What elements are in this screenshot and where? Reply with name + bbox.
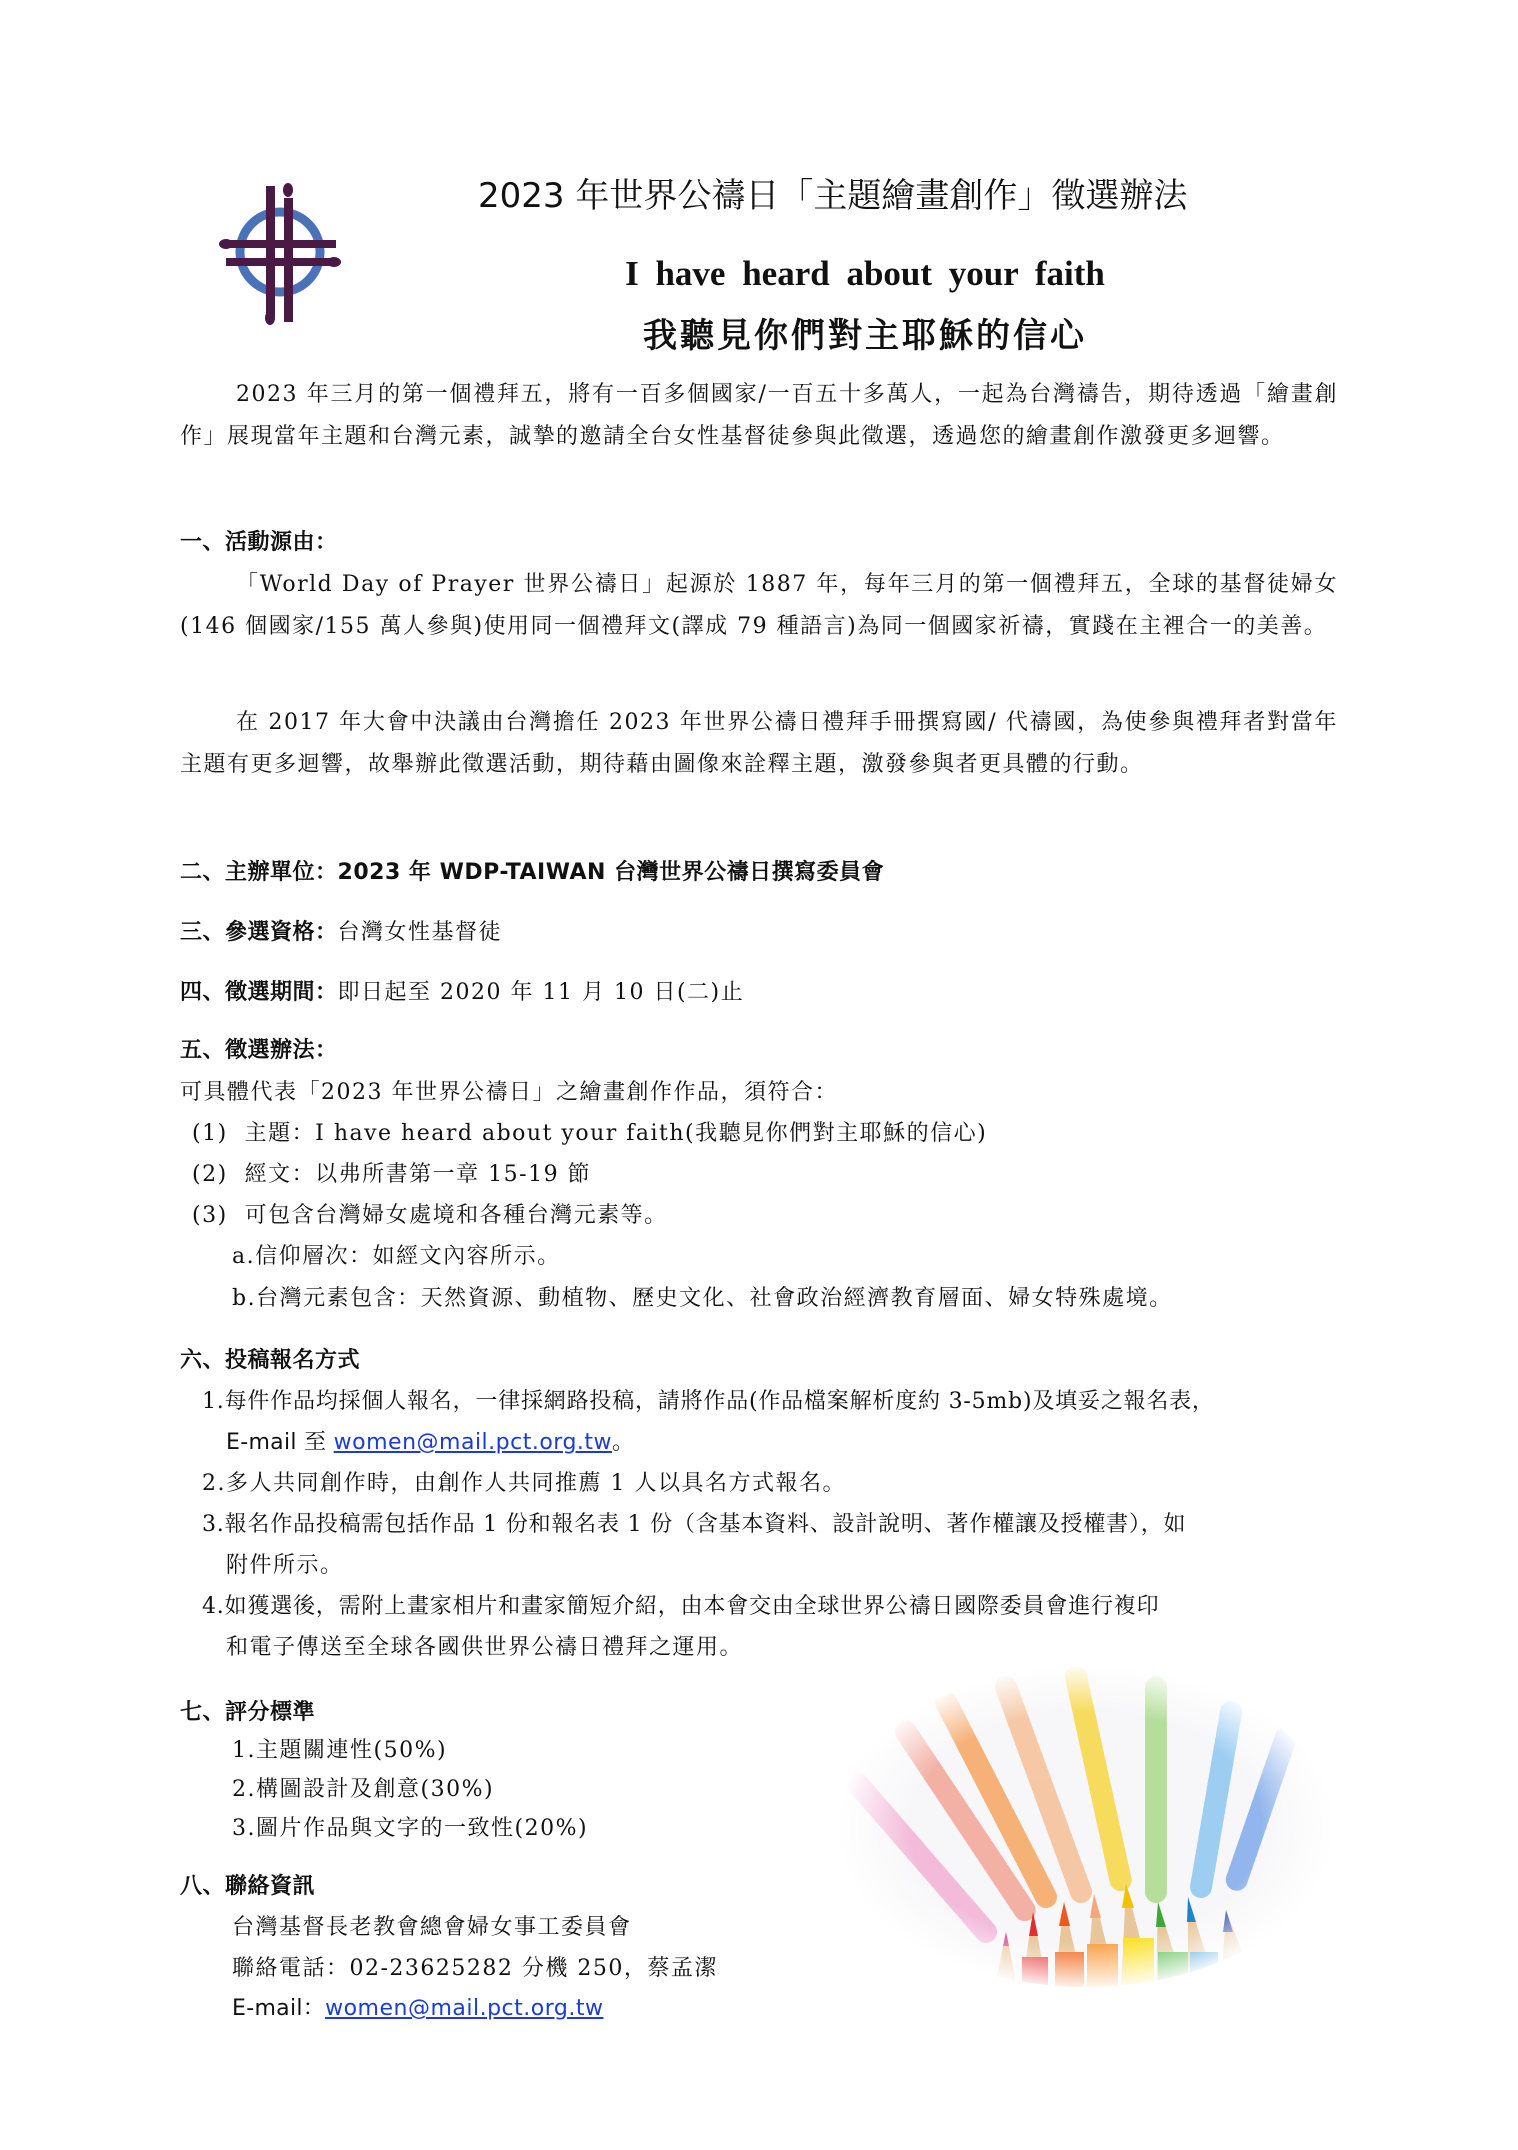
section4-period: [180, 972, 744, 1014]
criteria-item-2: 2.構圖設計及創意(30%): [232, 1777, 495, 1802]
section6-item-2: 2.多人共同創作時，由創作人共同推薦 1 人以具名方式報名。: [202, 1471, 846, 1496]
contact-email: [232, 1990, 603, 2028]
theme-english: I have heard about your faith: [625, 254, 1105, 293]
section5-subitem-b: b.台灣元素包含：天然資源、動植物、歷史文化、社會政治經濟教育層面、婦女特殊處境。: [232, 1286, 1173, 1311]
section3-value: 台灣女性基督徒: [337, 920, 503, 945]
section4-value: 即日起至 2020 年 11 月 10 日(二)止: [337, 980, 745, 1005]
section2-value: 2023 年 WDP-TAIWAN 台灣世界公禱日撰寫委員會: [337, 860, 885, 885]
submission-email-link[interactable]: women@mail.pct.org.tw: [333, 1430, 613, 1455]
section3-label: 三、參選資格：: [180, 920, 338, 945]
section6-email-suffix: 。: [612, 1430, 636, 1455]
section2-label: 二、主辦單位：: [180, 860, 338, 885]
section5-subitem-a: a.信仰層次：如經文內容所示。: [232, 1244, 561, 1269]
section7-heading: 七、評分標準: [180, 1700, 316, 1725]
section6-item-4-line2: 和電子傳送至全球各國供世界公禱日禮拜之運用。: [226, 1635, 744, 1660]
section6-item-4-line1: 4.如獲選後，需附上畫家相片和畫家簡短介紹，由本會交由全球世界公禱日國際委員會進行複印: [202, 1594, 1160, 1619]
section6-item-3-line2: 附件所示。: [226, 1553, 344, 1578]
section6-email-prefix: E-mail 至: [226, 1430, 334, 1455]
section6-item-3-line1: 3.報名作品投稿需包括作品 1 份和報名表 1 份（含基本資料、設計說明、著作權讓及授權書），如: [202, 1512, 1187, 1537]
section8-heading: 八、聯絡資訊: [180, 1874, 316, 1899]
section6-item-1-line1: 1.每件作品均採個人報名，一律採網路投稿，請將作品(作品檔案解析度約 3-5mb)及填妥之報名表，: [202, 1389, 1215, 1414]
section1-heading: 一、活動源由：: [180, 530, 338, 555]
section2-organizer: [180, 852, 884, 894]
section5-lead: 可具體代表「2023 年世界公禱日」之繪畫創作作品，須符合：: [180, 1080, 838, 1105]
intro-paragraph: 2023 年三月的第一個禮拜五，將有一百多個國家/一百五十多萬人，一起為台灣禱告，期待透過「繪畫創作」展現當年主題和台灣元素，誠摯的邀請全台女性基督徒參與此徵選，透過您的繪畫創作激發更多迴響。: [180, 382, 1338, 449]
section3-eligibility: [180, 912, 502, 954]
contact-email-link[interactable]: women@mail.pct.org.tw: [325, 1996, 604, 2021]
section1-paragraph2: 在 2017 年大會中決議由台灣擔任 2023 年世界公禱日禮拜手冊撰寫國/ 代禱國，為使參與禮拜者對當年主題有更多迴響，故舉辦此徵選活動，期待藉由圖像來詮釋主題，激發參與者更具體的行動。: [180, 710, 1338, 777]
theme-chinese: 我聽見你們對主耶穌的信心: [643, 316, 1087, 356]
contact-organization: 台灣基督長老教會總會婦女事工委員會: [232, 1915, 632, 1940]
contact-email-label: E-mail：: [232, 1996, 326, 2021]
colored-pencils-image: [836, 1652, 1336, 1992]
contact-phone: 聯絡電話：02-23625282 分機 250，蔡孟潔: [232, 1956, 718, 1981]
section6-heading: 六、投稿報名方式: [180, 1348, 361, 1373]
document-title: 2023 年世界公禱日「主題繪畫創作」徵選辦法: [478, 176, 1188, 216]
section4-label: 四、徵選期間：: [180, 980, 338, 1005]
criteria-item-1: 1.主題關連性(50%): [232, 1738, 448, 1763]
section1-paragraph1: 「World Day of Prayer 世界公禱日」起源於 1887 年，每年三月的第一個禮拜五，全球的基督徒婦女(146 個國家/155 萬人參與)使用同一個禮拜文(譯成 79 種語言)為同一個國家祈禱，實踐在主裡合一的美善。: [180, 572, 1338, 639]
criteria-item-3: 3.圖片作品與文字的一致性(20%): [232, 1816, 589, 1841]
section5-item-3: (3) 可包含台灣婦女處境和各種台灣元素等。: [192, 1203, 668, 1228]
section5-item-1: (1) 主題：I have heard about your faith(我聽見你們對主耶穌的信心): [192, 1121, 988, 1146]
section5-heading: 五、徵選辦法：: [180, 1038, 338, 1063]
wdp-logo-icon: [218, 176, 342, 328]
section5-item-2: (2) 經文：以弗所書第一章 15-19 節: [192, 1162, 592, 1187]
section6-item-1-line2: [226, 1422, 636, 1464]
